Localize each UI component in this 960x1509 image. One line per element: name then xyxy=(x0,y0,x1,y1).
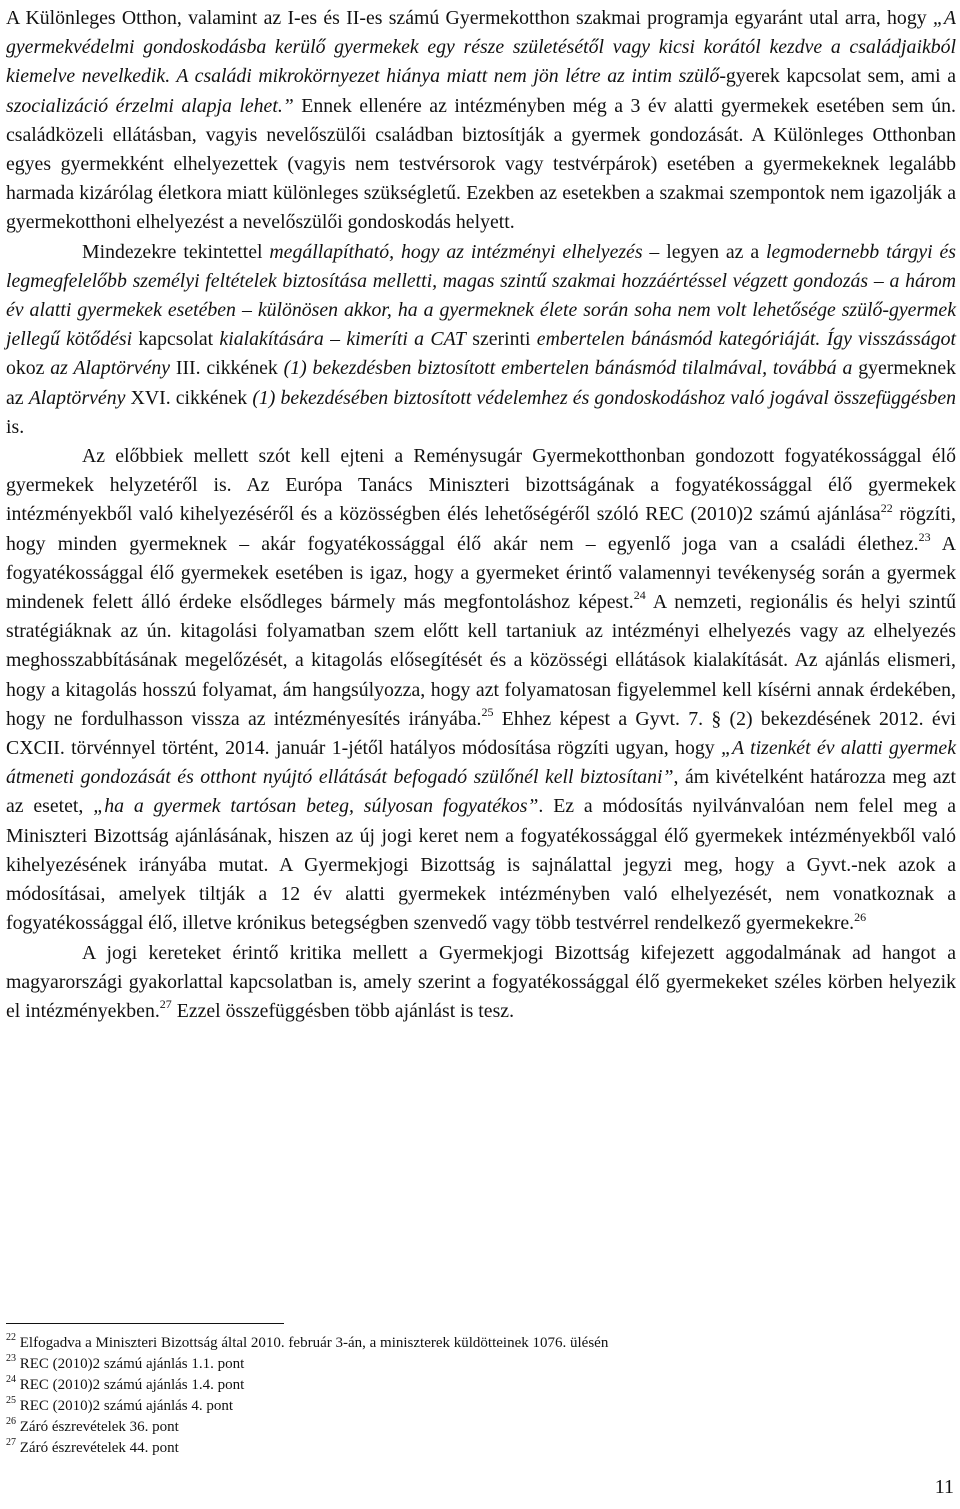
text-run: okoz xyxy=(6,357,51,380)
body-text xyxy=(6,4,956,1026)
text-run: XVI. cikkének xyxy=(125,386,253,409)
paragraph xyxy=(6,939,956,1027)
footnote-item xyxy=(6,1438,956,1459)
italic-text: embertelen bánásmód kategóriáját. Így visszásságot xyxy=(536,328,956,351)
italic-text: az Alaptörvény xyxy=(50,357,171,380)
paragraph xyxy=(6,238,956,442)
footnote-text: Záró észrevételek 36. pont xyxy=(19,1419,179,1435)
footnote-text: Elfogadva a Miniszteri Bizottság által 2010. február 3-án, a miniszterek küldötteinek 1076. ülésén xyxy=(19,1335,609,1351)
footnote-item xyxy=(6,1375,956,1396)
footnote-reference: 26 xyxy=(854,909,867,924)
footnote-text: REC (2010)2 számú ajánlás 1.1. pont xyxy=(19,1356,245,1372)
footnote-item xyxy=(6,1396,956,1417)
text-run: , ám kivételként határozza meg azt az esetet, xyxy=(6,766,956,818)
text-run: Az előbbiek mellett szót kell ejteni a Reménysugár Gyermekotthonban gondozott fogyatékossággal élő gyermekek helyzetéről is. Az Európa Tanács Miniszteri bizottságának a fogyatékossággal élő gyermekek intézményekből való kihelyezéséről és a közösségben élés lehetőségéről szóló REC (2010)2 számú ajánlása xyxy=(6,445,956,526)
text-run: is. xyxy=(6,415,25,438)
text-run: Mindezekre tekintettel xyxy=(82,240,270,263)
text-run: A fogyatékossággal élő gyermekek esetében is igaz, hogy a gyermeket érintő valamennyi tevékenység során a gyermek mindenek felett álló érdeke elsődleges bármely más megfontoláshoz képest. xyxy=(6,532,956,614)
footnote-text: REC (2010)2 számú ajánlás 4. pont xyxy=(19,1398,234,1414)
italic-text: „A tizenkét év alatti gyermek átmeneti gondozását és otthont nyújtó ellátását befogadó szülőnél kell biztosítani” xyxy=(6,737,956,789)
footnote-reference: 27 xyxy=(159,997,172,1012)
paragraph xyxy=(6,442,956,938)
text-run: szerinti xyxy=(465,328,537,351)
footnote-reference: 25 xyxy=(481,705,494,720)
footnote-separator xyxy=(6,1323,284,1324)
footnote-number: 26 xyxy=(6,1416,16,1427)
footnotes xyxy=(6,1333,956,1459)
text-run: A jogi kereteket érintő kritika mellett a Gyermekjogi Bizottság kifejezett aggodalmának ad hangot a magyarországi gyakorlattal kapcsolatban is, amely szerint a fogyatékossággal élő gyermekeket széles körben helyezik el intézményekben. xyxy=(6,941,956,1022)
text-run: – legyen az a xyxy=(642,240,767,263)
footnote-number: 24 xyxy=(6,1374,16,1385)
footnote-reference: 22 xyxy=(880,500,893,515)
italic-text: (1) bekezdésében biztosított védelemhez és gondoskodáshoz való jogával összefüggésben xyxy=(252,386,956,409)
text-run: gyerek kapcsolat sem, ami a xyxy=(725,65,956,88)
italic-text: kialakítására – kimeríti a CAT xyxy=(219,328,466,351)
text-run: gyermeknek az xyxy=(6,357,956,409)
italic-text: Alaptörvény xyxy=(28,386,126,409)
italic-text: legmodernebb tárgyi és legmegfelelőbb személyi feltételek biztosítása melletti, magas szintű szakmai hozzáértéssel végzett gondozás – a három év alatti gyermekek esetében – különösen akkor, ha a gyermeknek élete során soha nem volt lehetősége szülő-gyermek jellegű kötődési xyxy=(6,240,956,351)
italic-text: (1) bekezdésben biztosított embertelen bánásmód tilalmával, továbbá a xyxy=(283,357,853,380)
footnote-reference: 24 xyxy=(633,588,646,603)
text-run: . Ez a módosítás nyilvánvalóan nem felel meg a Miniszteri Bizottság ajánlásának, hiszen az új jogi keret nem a fogyatékossággal élő gyermekek intézményekből való kihelyezésének irányába mutat. A Gyermekjogi Bizottság is sajnálattal jegyzi meg, hogy a Gyvt.-nek azok a módosításai, amelyek tiltják a 12 év alatti gyermekek intézményben való elhelyezését, nem vonatkoznak a fogyatékossággal élő, illetve krónikus betegségben szenvedő vagy több testvérrel rendelkező gyermekekre. xyxy=(6,795,956,935)
italic-text: „A gyermekvédelmi gondoskodásba kerülő gyermekek egy része születésétől vagy kicsi korától kezdve a családjaikból kiemelve nevelkedik. A családi mikrokörnyezet hiánya miatt nem jön létre az intim szülő- xyxy=(6,7,956,88)
text-run: Ennek ellenére az intézményben még a 3 év alatti gyermekek esetében sem ún. családközeli ellátásban, vagyis nevelőszülői családban biztosítják a gyermek gondozását. A Különleges Otthonban egyes gyermekként elhelyezettek (vagyis nem testvérsorok vagy testvérpárok) esetében a gyermekeknek legalább harmada kizárólag életkora miatt különleges szükségletű. Ezekben az esetekben a szakmai szempontok nem igazolják a gyermekotthoni elhelyezést a nevelőszülői gondoskodás helyett. xyxy=(6,94,956,234)
footnote-item xyxy=(6,1354,956,1375)
footnote-item xyxy=(6,1417,956,1438)
paragraph xyxy=(6,4,956,238)
text-run: Ehhez képest a Gyvt. 7. § (2) bekezdésének 2012. évi CXCII. törvénnyel történt, 2014. január 1-jétől hatályos módosítása rögzíti ugyan, hogy xyxy=(6,707,956,760)
footnote-item xyxy=(6,1333,956,1354)
italic-text: „ha a gyermek tartósan beteg, súlyosan fogyatékos” xyxy=(93,795,539,818)
page-number: 11 xyxy=(934,1476,954,1498)
text-run: rögzíti, hogy minden gyermeknek – akár fogyatékossággal élő akár nem – egyenlő joga van a családi élethez. xyxy=(6,503,957,555)
footnote-number: 27 xyxy=(6,1437,16,1448)
text-run: Ezzel összefüggésben több ajánlást is tesz. xyxy=(171,999,515,1022)
footnote-text: REC (2010)2 számú ajánlás 1.4. pont xyxy=(19,1377,245,1393)
footnote-reference: 23 xyxy=(918,530,931,545)
text-run: A Különleges Otthon, valamint az I-es és II-es számú Gyermekotthon szakmai programja egyaránt utal arra, hogy xyxy=(6,7,933,29)
italic-text: megállapítható, hogy az intézményi elhelyezés xyxy=(269,240,643,263)
italic-text: szocializáció érzelmi alapja lehet.” xyxy=(6,94,294,117)
text-run: III. cikkének xyxy=(170,357,284,380)
text-run: kapcsolat xyxy=(132,328,220,351)
footnote-text: Záró észrevételek 44. pont xyxy=(19,1440,179,1456)
text-run: A nemzeti, regionális és helyi szintű stratégiáknak az ún. kitagolási folyamatban szem előtt kell tartaniuk az intézményi elhelyezés vagy az elhelyezés meghosszabbításának megelőzését, a kitagolás elősegítését és a közösségi ellátások kialakítását. Az ajánlás elismeri, hogy a kitagolás hosszú folyamat, ám hangsúlyozza, hogy azt folyamatosan figyelemmel kell kísérni annak érdekében, hogy ne fordulhasson vissza az intézményesítés irányába. xyxy=(6,591,956,730)
footnote-number: 22 xyxy=(6,1332,16,1343)
footnote-number: 25 xyxy=(6,1395,16,1406)
footnote-number: 23 xyxy=(6,1353,16,1364)
